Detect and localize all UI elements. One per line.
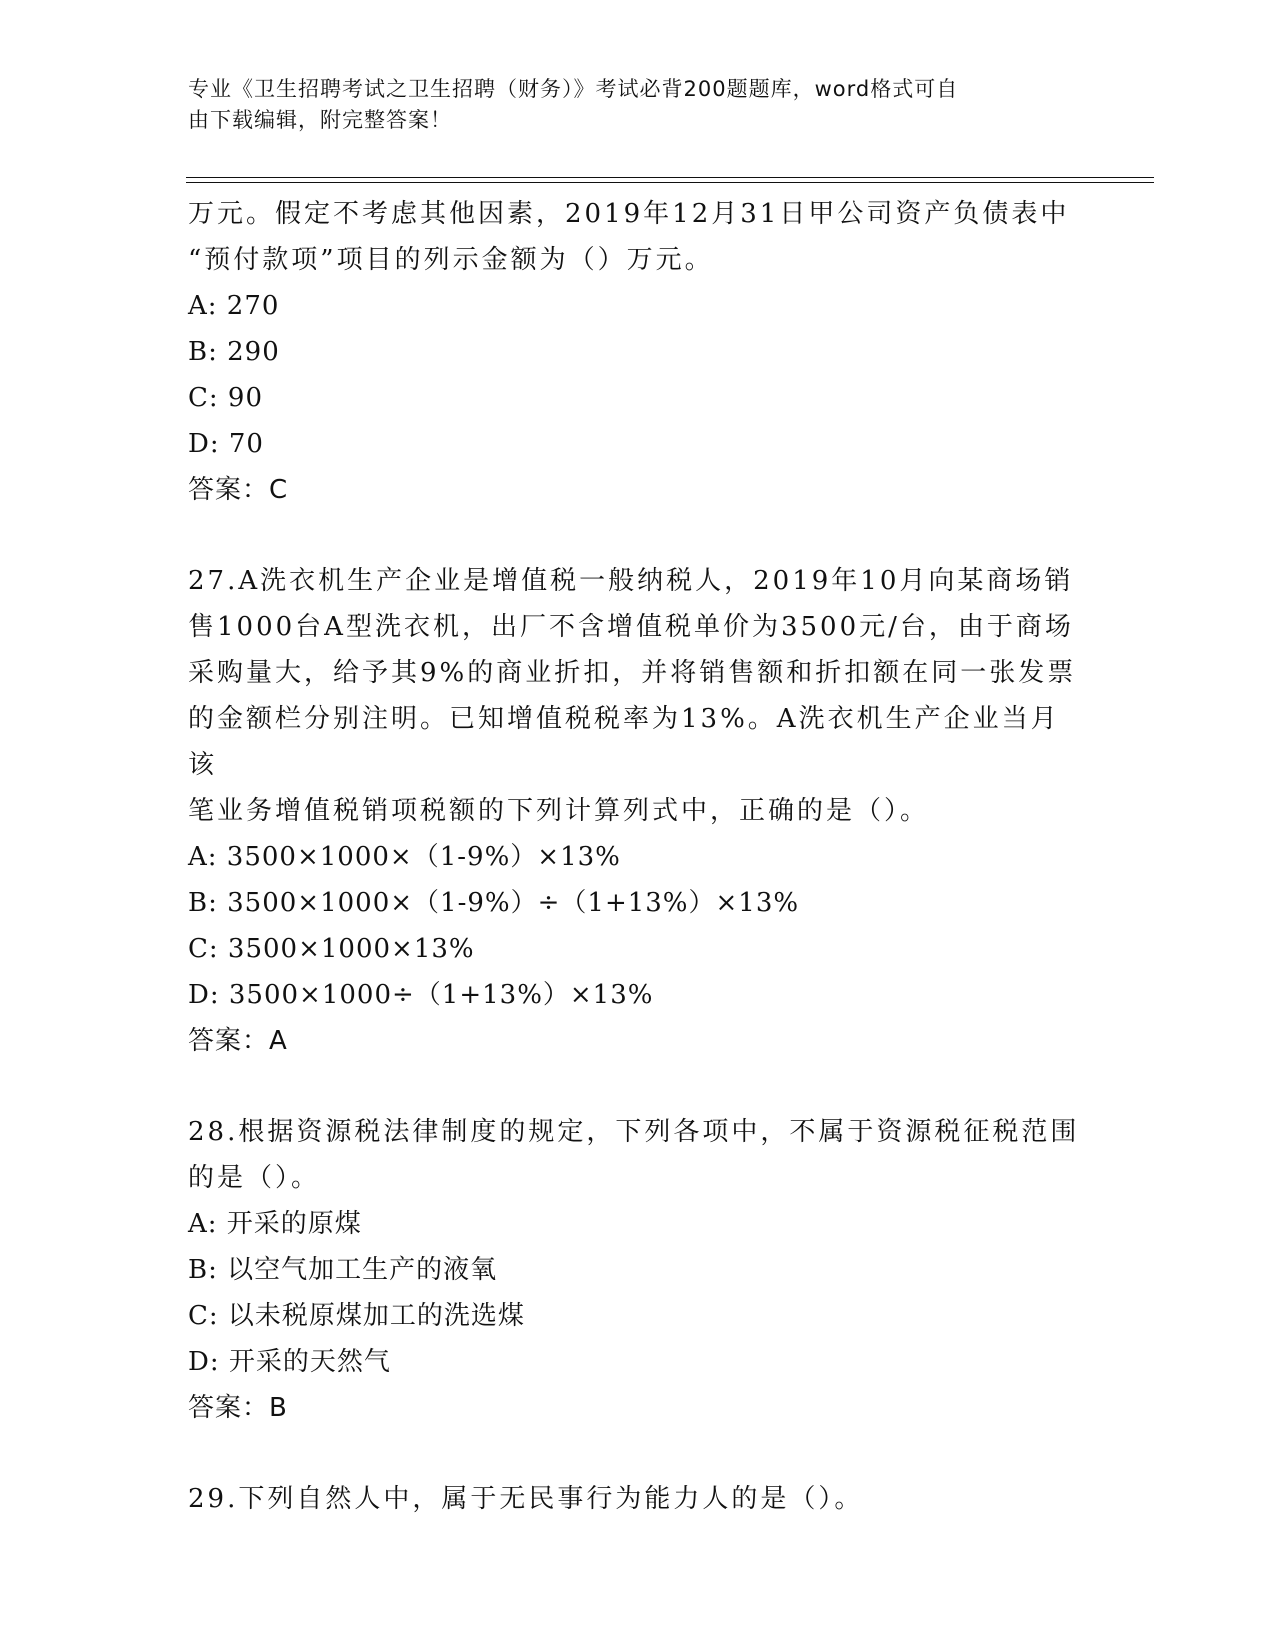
header-divider-bottom bbox=[186, 182, 1154, 183]
answer-label: 答案：C bbox=[188, 475, 289, 505]
option-b: B: 3500×1000×（1-9%）÷（1+13%）×13% bbox=[188, 888, 800, 918]
answer-label: 答案：B bbox=[188, 1393, 288, 1423]
option-a: A: 270 bbox=[188, 291, 280, 321]
question-29-block bbox=[188, 1476, 1088, 1522]
page-header bbox=[188, 74, 1068, 136]
question-28-block bbox=[188, 1109, 1088, 1431]
header-line-2: 由下载编辑，附完整答案！ bbox=[188, 108, 452, 132]
option-b: B: 以空气加工生产的液氧 bbox=[188, 1255, 498, 1285]
question-27-block bbox=[188, 558, 1088, 1064]
option-d: D: 开采的天然气 bbox=[188, 1347, 391, 1377]
question-text-line: 采购量大，给予其9%的商业折扣，并将销售额和折扣额在同一张发票 bbox=[188, 658, 1077, 688]
question-text-line: 的是（）。 bbox=[188, 1163, 321, 1193]
question-text-line: 的金额栏分别注明。已知增值税税率为13%。A洗衣机生产企业当月该 bbox=[188, 704, 1060, 780]
header-line-1: 专业《卫生招聘考试之卫生招聘（财务）》考试必背200题题库，word格式可自 bbox=[188, 77, 959, 101]
option-a: A: 开采的原煤 bbox=[188, 1209, 362, 1239]
question-text-line: 万元。假定不考虑其他因素，2019年12月31日甲公司资产负债表中 bbox=[188, 199, 1070, 229]
question-26-block bbox=[188, 191, 1088, 513]
answer-label: 答案：A bbox=[188, 1026, 288, 1056]
option-c: C: 3500×1000×13% bbox=[188, 934, 475, 964]
option-d: D: 70 bbox=[188, 429, 264, 459]
question-text-line: 29.下列自然人中，属于无民事行为能力人的是（）。 bbox=[188, 1484, 864, 1514]
option-c: C: 90 bbox=[188, 383, 264, 413]
question-text-line: “预付款项”项目的列示金额为（）万元。 bbox=[188, 245, 714, 275]
header-divider-top bbox=[186, 177, 1154, 178]
question-text-line: 28.根据资源税法律制度的规定，下列各项中，不属于资源税征税范围 bbox=[188, 1117, 1080, 1147]
option-d: D: 3500×1000÷（1+13%）×13% bbox=[188, 980, 654, 1010]
option-b: B: 290 bbox=[188, 337, 280, 367]
question-text-line: 售1000台A型洗衣机，出厂不含增值税单价为3500元/台，由于商场 bbox=[188, 612, 1074, 642]
question-content bbox=[188, 191, 1088, 1522]
option-c: C: 以未税原煤加工的洗选煤 bbox=[188, 1301, 525, 1331]
question-text-line: 笔业务增值税销项税额的下列计算列式中，正确的是（）。 bbox=[188, 796, 930, 826]
question-text-line: 27.A洗衣机生产企业是增值税一般纳税人，2019年10月向某商场销 bbox=[188, 566, 1074, 596]
option-a: A: 3500×1000×（1-9%）×13% bbox=[188, 842, 621, 872]
